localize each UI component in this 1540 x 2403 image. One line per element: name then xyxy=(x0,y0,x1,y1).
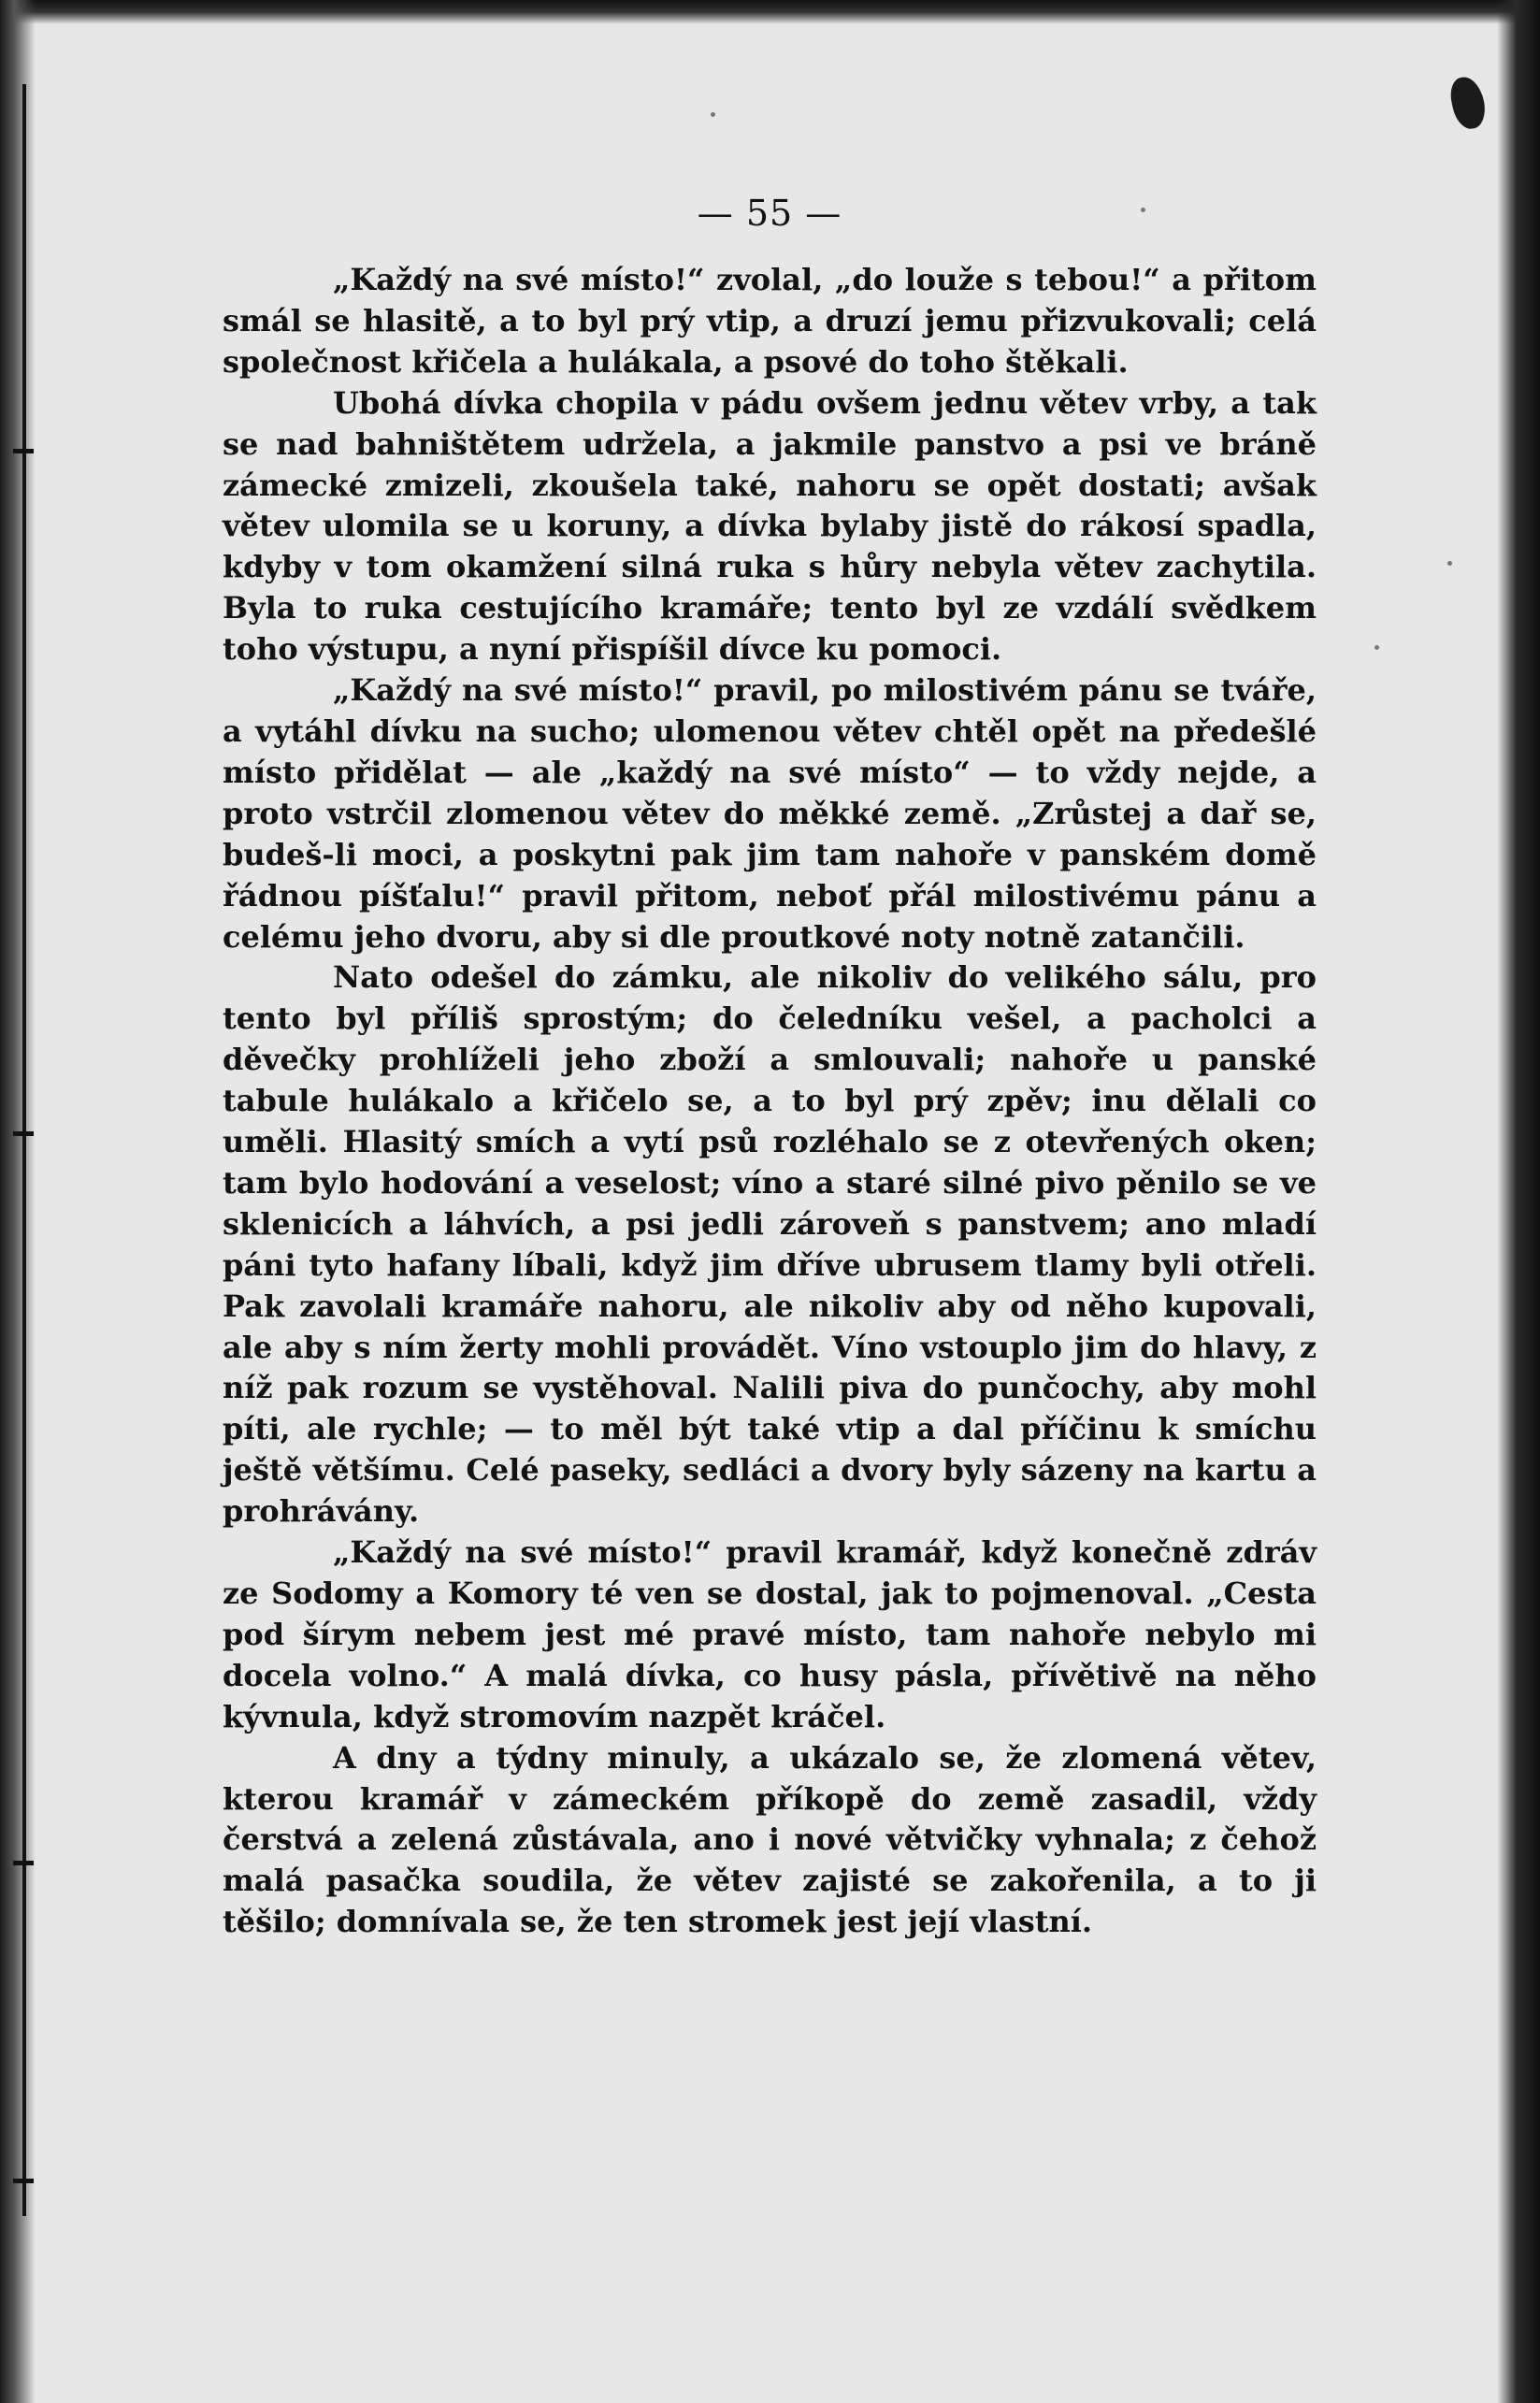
dust-speck xyxy=(711,112,715,117)
binding-rule xyxy=(22,84,26,2216)
paragraph: A dny a týdny minuly, a ukázalo se, že zlomená větev, kterou kramář v zámeckém příkopě do země zasadil, vždy čerstvá a zelená zůstávala, ano i nové větvičky vyhnala; z čehož malá pasačka soudila, že větev zajisté se zakořenila, a to ji těšilo; domnívala se, že ten stromek jest její vlastní. xyxy=(223,1739,1317,1940)
page-body xyxy=(223,260,1317,1943)
paragraph: „Každý na své místo!“ pravil, po milostivém pánu se tváře, a vytáhl dívku na sucho; ulomenou větev chtěl opět na předešlé místo přidělat — ale „každý na své místo“ — to vždy nejde, a proto vstrčil zlomenou větev do měkké země. „Zrůstej a dař se, budeš-li moci, a poskytni pak jim tam nahoře v panském domě řádnou píšťalu!“ pravil přitom, neboť přál milostivému pánu a celému jeho dvoru, aby si dle proutkové noty notně zatančili. xyxy=(223,672,1317,955)
paragraph: „Každý na své místo!“ zvolal, „do louže s tebou!“ a přitom smál se hlasitě, a to byl prý vtip, a druzí jemu přizvukovali; celá společnost křičela a hulákala, a psové do toho štěkali. xyxy=(223,262,1317,380)
dust-speck xyxy=(1374,645,1379,650)
binding-tick xyxy=(13,2179,34,2183)
paragraph: Nato odešel do zámku, ale nikoliv do velikého sálu, pro tento byl příliš sprostým; do čeledníku vešel, a pacholci a děvečky prohlíželi jeho zboží a smlouvali; nahoře u panské tabule hulákalo a křičelo se, a to byl prý zpěv; inu dělali co uměli. Hlasitý smích a vytí psů rozléhalo se z otevřených oken; tam bylo hodování a veselost; víno a staré silné pivo pěnilo se ve sklenicích a láhvích, a psi jedli zároveň s panstvem; ano mladí páni tyto hafany líbali, když jim dříve ubrusem tlamy byli otřeli. Pak zavolali kramáře nahoru, ale nikoliv aby od něho kupovali, ale aby s ním žerty mohli provádět. Víno vstouplo jim do hlavy, z níž pak rozum se vystěhoval. Nalili piva do punčochy, aby mohl píti, ale rychle; — to měl být také vtip a dal příčinu k smíchu ještě většímu. Celé paseky, sedláci a dvory byly sázeny na kartu a prohrávány. xyxy=(223,959,1317,1530)
page-number: — 55 — xyxy=(697,193,842,234)
scan-left-edge xyxy=(0,0,36,2403)
dust-speck xyxy=(1447,561,1452,566)
binding-tick xyxy=(13,1131,34,1136)
book-page xyxy=(223,183,1317,1943)
paragraph: Ubohá dívka chopila v pádu ovšem jednu větev vrby, a tak se nad bahništětem udržela, a jakmile panstvo a psi ve bráně zámecké zmizeli, zkoušela také, nahoru se opět dostati; avšak větev ulomila se u koruny, a dívka bylaby jistě do rákosí spadla, kdyby v tom okamžení silná ruka s hůry nebyla větev zachytila. Byla to ruka cestujícího kramáře; tento byl ze vzdálí svědkem toho výstupu, a nyní přispíšil dívce ku pomoci. xyxy=(223,384,1317,668)
paragraph: „Každý na své místo!“ pravil kramář, když konečně zdráv ze Sodomy a Komory té ven se dostal, jak to pojmenoval. „Cesta pod šírym nebem jest mé pravé místo, tam nahoře nebylo mi docela volno.“ A malá dívka, co husy pásla, přívětivě na něho kývnula, když stromovím nazpět kráčel. xyxy=(223,1534,1317,1734)
ink-blot xyxy=(1447,74,1490,132)
binding-tick xyxy=(13,1861,34,1865)
scan-right-edge xyxy=(1497,0,1540,2403)
scan-top-edge xyxy=(0,0,1540,24)
binding-tick xyxy=(13,449,34,453)
